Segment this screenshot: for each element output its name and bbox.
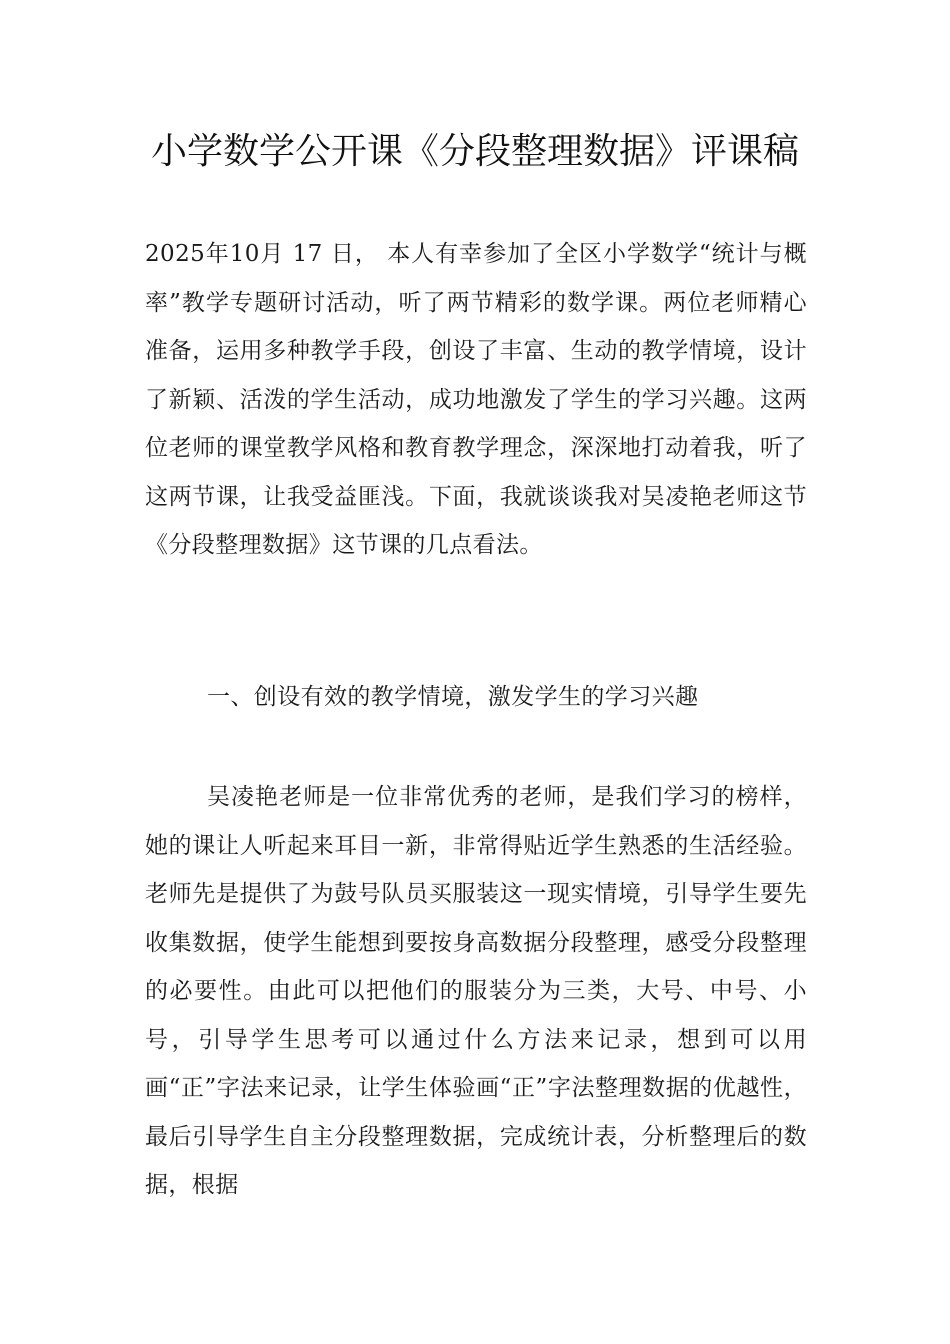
section-paragraph: 吴凌艳老师是一位非常优秀的老师，是我们学习的榜样，她的课让人听起来耳目一新，非常得贴近学生熟悉的生活经验。老师先是提供了为鼓号队员买服装这一现实情境，引导学生要先收集数据，使学生能想到要按身高数据分段整理，感受分段整理的必要性。由此可以把他们的服装分为三类，大号、中号、小号，引导学生思考可以通过什么方法来记录，想到可以用画“正”字法来记录，让学生体验画“正”字法整理数据的优越性，最后引导学生自主分段整理数据，完成统计表，分析整理后的数据，根据 (145, 784, 807, 1198)
document-title: 小学数学公开课《分段整理数据》评课稿 (150, 131, 799, 172)
intro-paragraph: 2025年10月 17 日， 本人有幸参加了全区小学数学“统计与概率”教学专题研讨活动，听了两节精彩的数学课。两位老师精心准备，运用多种教学手段，创设了丰富、生动的教学情境，设计了新颖、活泼的学生活动，成功地激发了学生的学习兴趣。这两位老师的课堂教学风格和教育教学理念，深深地打动着我，听了这两节课，让我受益匪浅。下面，我就谈谈我对吴凌艳老师这节《分段整理数据》这节课的几点看法。 (145, 241, 807, 558)
section-heading: 一、创设有效的教学情境，激发学生的学习兴趣 (207, 684, 699, 710)
